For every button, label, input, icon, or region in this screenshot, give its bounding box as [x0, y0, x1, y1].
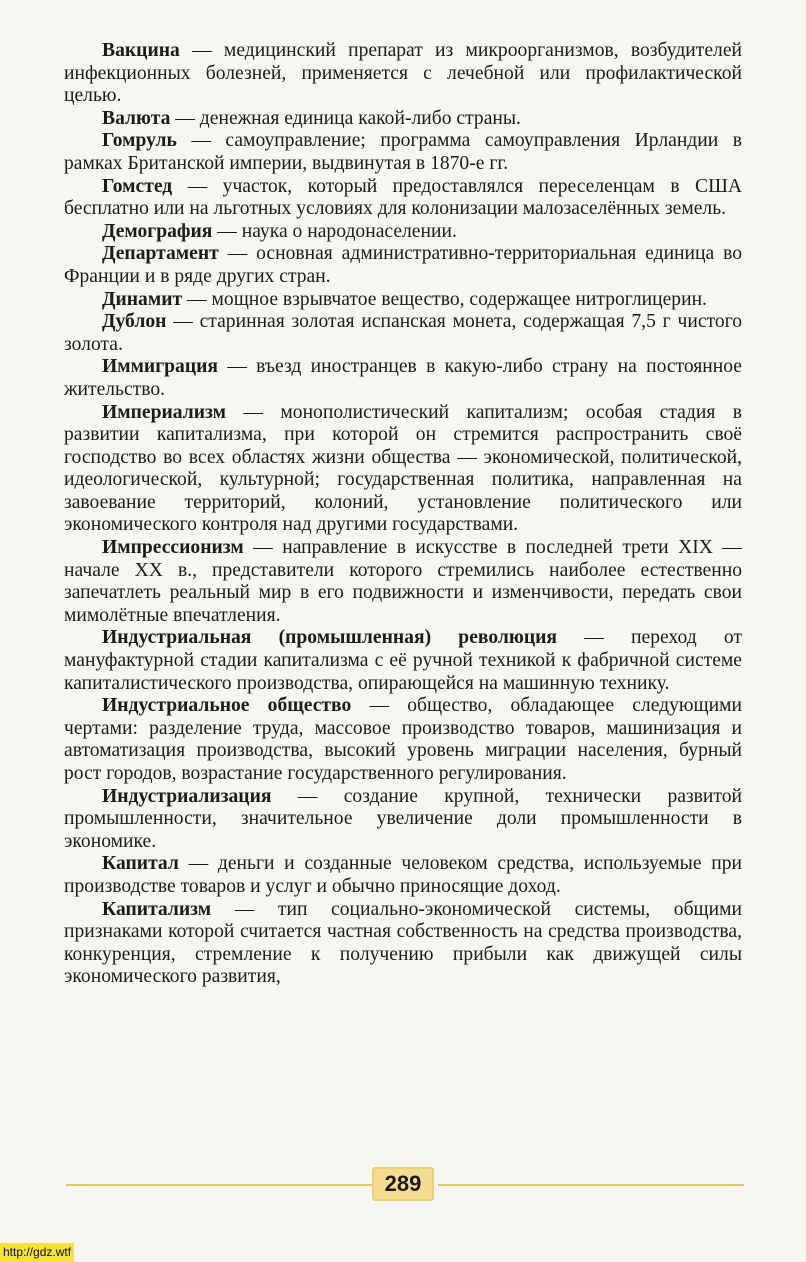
glossary-definition: — денежная единица какой-либо страны. — [170, 107, 521, 129]
glossary-entry — [64, 627, 742, 695]
glossary-definition: — самоуправление; программа самоуправления Ирландии в рамках Британской империи, выдвинутая в 1870-е гг. — [64, 130, 742, 174]
glossary-entry — [64, 537, 742, 627]
glossary-term: Индустриальная (промышленная) революция — [102, 627, 558, 649]
glossary-definition: — въезд иностранцев в какую-либо страну на постоянное жительство. — [64, 356, 742, 400]
glossary-term: Иммиграция — [102, 356, 218, 378]
glossary-term: Демография — [102, 220, 213, 242]
glossary-entry — [64, 108, 742, 131]
glossary-term: Гомстед — [102, 175, 173, 197]
glossary-entry — [64, 40, 742, 108]
glossary-term: Империализм — [102, 401, 226, 423]
glossary-entry — [64, 130, 742, 175]
glossary-definition: — переход от мануфактурной стадии капитализма с её ручной техникой к фабричной системе капиталистического производства, опирающейся на машинную технику. — [64, 627, 742, 694]
glossary-term: Вакцина — [102, 40, 180, 61]
glossary-entry — [64, 289, 742, 312]
watermark-link[interactable]: http://gdz.wtf — [0, 1243, 74, 1262]
glossary-term: Дублон — [102, 311, 167, 333]
glossary-entry — [64, 221, 742, 244]
glossary-definition: — участок, который предоставлялся переселенцам в США бесплатно или на льготных условиях для колонизации малозаселённых земель. — [64, 175, 742, 220]
glossary-definition: — медицинский препарат из микроорганизмов, возбудителей инфекционных болезней, применяется с лечебной или профилактической целью. — [64, 40, 742, 107]
glossary-entry — [64, 853, 742, 898]
glossary-entry — [64, 356, 742, 401]
glossary-entry — [64, 899, 742, 989]
glossary-entry — [64, 243, 742, 288]
glossary-entry — [64, 402, 742, 538]
glossary-term: Индустриализация — [102, 785, 272, 807]
glossary-definition: — тип социально-экономической системы, общими признаками которой считается частная собственность на средства производства, конкуренция, стремление к получению прибыли как движущей силы экономического развития, — [64, 898, 742, 988]
glossary-definition: — старинная золотая испанская монета, содержащая 7,5 г чистого золота. — [64, 311, 742, 355]
glossary-term: Импрессионизм — [102, 537, 244, 559]
glossary-definition: — монополистический капитализм; особая стадия в развитии капитализма, при которой он стремится распространить своё господство во всех областях жизни общества — экономической, политической, идеологической, культурной; государственная политика, направленная на завоевание территорий, колоний, установление политического или экономического контроля над другими государствами. — [64, 401, 742, 536]
glossary-entry — [64, 176, 742, 221]
glossary-definition: — общество, обладающее следующими чертами: разделение труда, массовое производство товаров, машинизация и автоматизация производства, высокий уровень миграции населения, бурный рост городов, возрастание государственного регулирования. — [64, 695, 742, 784]
glossary-definition: — основная административно-территориальная единица во Франции и в ряде других стран. — [64, 243, 742, 287]
glossary-entry — [64, 311, 742, 356]
glossary-definition: — создание крупной, технически развитой промышленности, значительное увеличение доли промышленности в экономике. — [64, 785, 742, 852]
footer-rule-left — [66, 1184, 372, 1186]
glossary-term: Гомруль — [102, 130, 177, 152]
glossary-text — [64, 40, 742, 989]
glossary-term: Динамит — [102, 288, 183, 310]
glossary-term: Департамент — [102, 243, 219, 265]
glossary-term: Капитализм — [102, 898, 212, 920]
footer-rule-right — [438, 1184, 744, 1186]
glossary-term: Индустриальное общество — [102, 695, 352, 717]
glossary-entry — [64, 786, 742, 854]
page-number: 289 — [372, 1167, 434, 1201]
glossary-term: Валюта — [102, 107, 171, 129]
glossary-term: Капитал — [102, 853, 179, 875]
page-footer — [0, 1165, 806, 1205]
glossary-entry — [64, 695, 742, 785]
glossary-definition: — мощное взрывчатое вещество, содержащее нитроглицерин. — [182, 288, 707, 310]
glossary-definition: — деньги и созданные человеком средства, используемые при производстве товаров и услуг и обычно приносящие доход. — [64, 853, 742, 897]
glossary-definition: — направление в искусстве в последней трети XIX — начале XX в., представители которого стремились наиболее естественно запечатлеть реальный мир в его подвижности и изменчивости, передать свои мимолётные впечатления. — [64, 537, 742, 626]
glossary-definition: — наука о народонаселении. — [212, 220, 457, 242]
